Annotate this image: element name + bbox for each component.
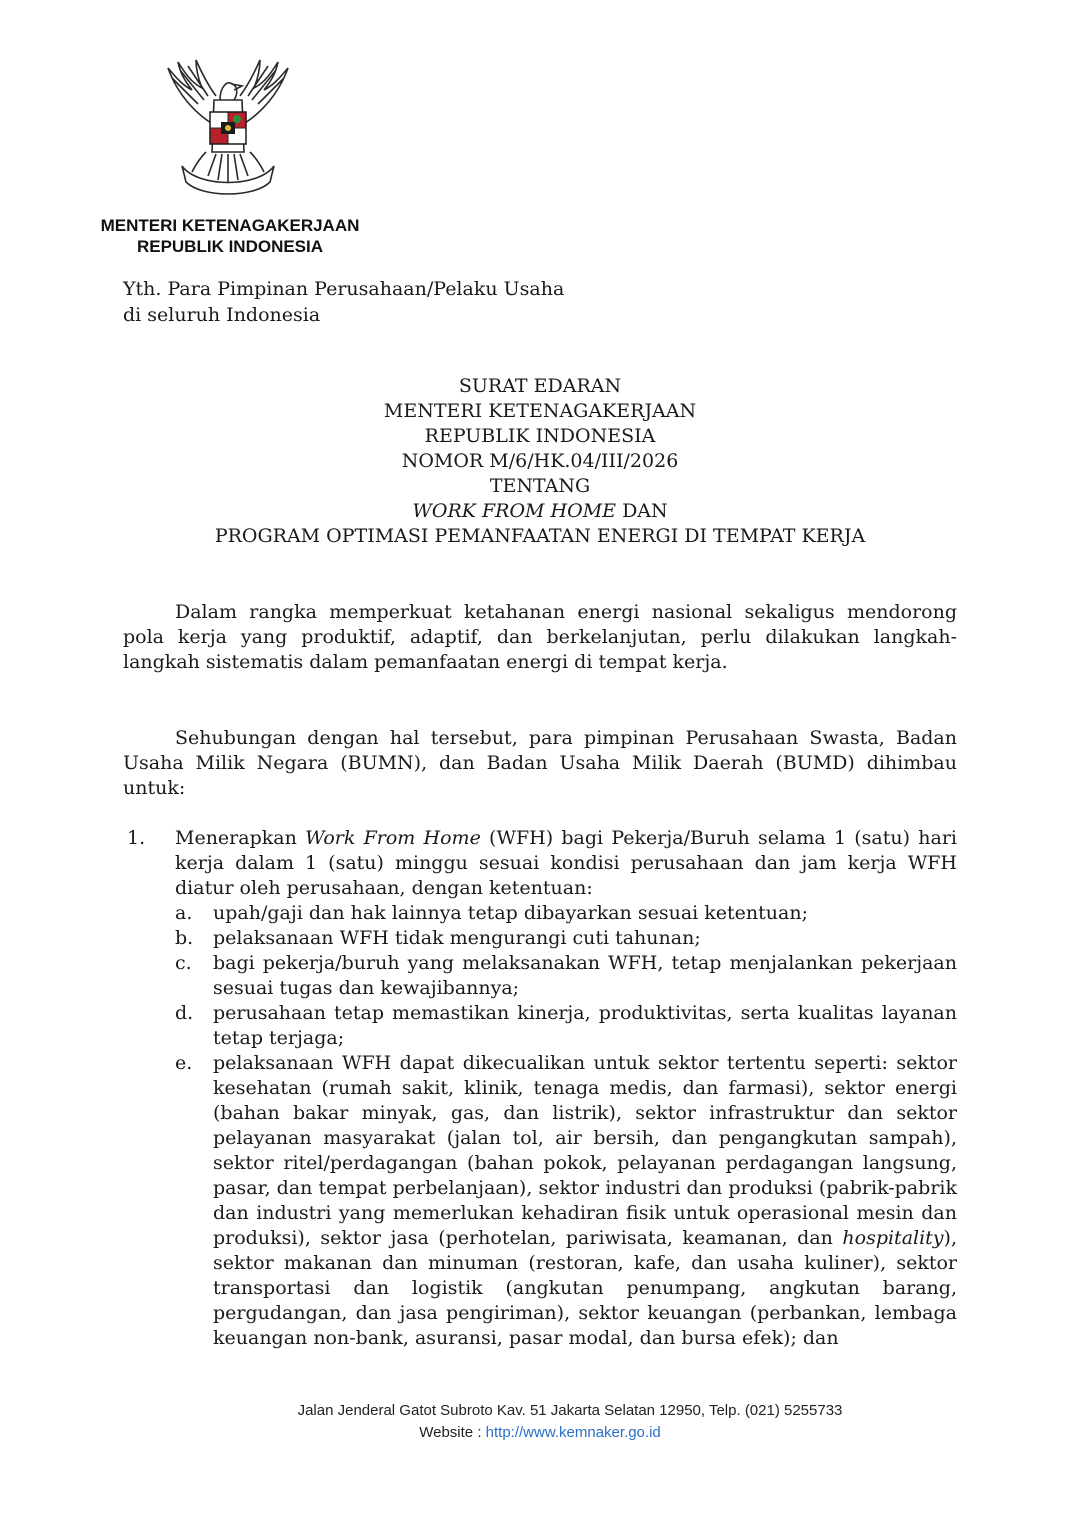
sub-item-text: pelaksanaan WFH tidak mengurangi cuti tahunan; [213, 927, 701, 949]
addressee-line-1: Yth. Para Pimpinan Perusahaan/Pelaku Usaha [123, 278, 565, 300]
sub-item-letter: b. [175, 927, 194, 949]
item1-text-italic: Work From Home [305, 827, 481, 849]
website-link[interactable]: http://www.kemnaker.go.id [485, 1424, 661, 1441]
document-title [100, 374, 980, 549]
sub-item-text: perusahaan tetap memastikan kinerja, produktivitas, serta kualitas layanan tetap terjaga; [213, 1002, 957, 1049]
website-label: Website : [419, 1424, 486, 1441]
sub-item-text: upah/gaji dan hak lainnya tetap dibayarkan sesuai ketentuan; [213, 902, 808, 924]
title-line-3: REPUBLIK INDONESIA [424, 425, 656, 447]
addressee [123, 276, 564, 328]
title-line-5: TENTANG [489, 475, 591, 497]
sub-item-letter: a. [175, 902, 193, 924]
footer-website [0, 1424, 1080, 1441]
sub-item-letter: c. [175, 952, 192, 974]
sub-item-e [175, 1051, 957, 1351]
item1-text-before: Menerapkan [175, 827, 306, 849]
footer-address: Jalan Jenderal Gatot Subroto Kav. 51 Jakarta Selatan 12950, Telp. (021) 5255733 [297, 1402, 843, 1419]
sub-item-text [213, 1051, 957, 1351]
list-item-text [175, 826, 957, 901]
garuda-pancasila-emblem-icon [158, 56, 298, 202]
sub-item-d [175, 1001, 957, 1051]
ministry-heading [60, 215, 400, 257]
title-line-4: NOMOR M/6/HK.04/III/2026 [401, 450, 679, 472]
sub-item-a [175, 901, 957, 926]
paragraph-2: Sehubungan dengan hal tersebut, para pimpinan Perusahaan Swasta, Badan Usaha Milik Negara (BUMN), dan Badan Usaha Milik Daerah (BUMD) dihimbau untuk: [123, 727, 957, 799]
sub-item-letter: d. [175, 1002, 194, 1024]
title-line-6-rest: DAN [616, 500, 668, 522]
sub-item-letter: e. [175, 1052, 193, 1074]
sub-e-text-after: ), sektor makanan dan minuman (restoran, kafe, dan usaha kuliner), sektor transportasi dan logistik (angkutan penumpang, angkutan barang, pergudangan, dan jasa pengiriman), sektor keuangan (perbankan, lembaga keuangan non-bank, asuransi, pasar modal, dan bursa efek); dan [213, 1227, 957, 1349]
title-wfh-italic: WORK FROM HOME [412, 500, 617, 522]
addressee-line-2: di seluruh Indonesia [123, 304, 321, 326]
numbered-list [123, 826, 957, 1351]
title-line-6 [100, 499, 980, 524]
paragraph-1: Dalam rangka memperkuat ketahanan energi nasional sekaligus mendorong pola kerja yang produktif, adaptif, dan berkelanjutan, perlu dilakukan langkah-langkah sistematis dalam pemanfaatan energi di tempat kerja. [123, 601, 957, 673]
ministry-line-1: MENTERI KETENAGAKERJAAN [100, 216, 360, 235]
ministry-line-2: REPUBLIK INDONESIA [136, 237, 324, 256]
sub-e-text-before: pelaksanaan WFH dapat dikecualikan untuk sektor tertentu seperti: sektor kesehatan (rumah sakit, klinik, tenaga medis, dan farmasi), sektor energi (bahan bakar minyak, gas, dan listrik), sektor infrastruktur dan sektor pelayanan masyarakat (jalan tol, air bersih, dan pengangkutan sampah), sektor ritel/perdagangan (bahan pokok, pelayanan perdagangan langsung, pasar, dan tempat perbelanjaan), sektor industri dan produksi (pabrik-pabrik dan industri yang memerlukan kehadiran fisik untuk operasional mesin dan produksi), sektor jasa (perhotelan, pariwisata, keamanan, dan [213, 1052, 957, 1249]
sub-item-c [175, 951, 957, 1001]
list-number: 1. [127, 827, 146, 849]
title-line-1: SURAT EDARAN [458, 375, 622, 397]
sub-item-b [175, 926, 957, 951]
title-line-2: MENTERI KETENAGAKERJAAN [383, 400, 697, 422]
sub-item-text: bagi pekerja/buruh yang melaksanakan WFH, tetap menjalankan pekerjaan sesuai tugas dan kewajibannya; [213, 952, 957, 999]
title-line-7: PROGRAM OPTIMASI PEMANFAATAN ENERGI DI TEMPAT KERJA [214, 525, 866, 547]
sub-e-text-italic: hospitality [842, 1227, 944, 1249]
item1-text-after: (WFH) bagi Pekerja/Buruh selama 1 (satu) hari kerja dalam 1 (satu) minggu sesuai kondisi perusahaan dan jam kerja WFH diatur oleh perusahaan, dengan ketentuan: [175, 827, 958, 899]
